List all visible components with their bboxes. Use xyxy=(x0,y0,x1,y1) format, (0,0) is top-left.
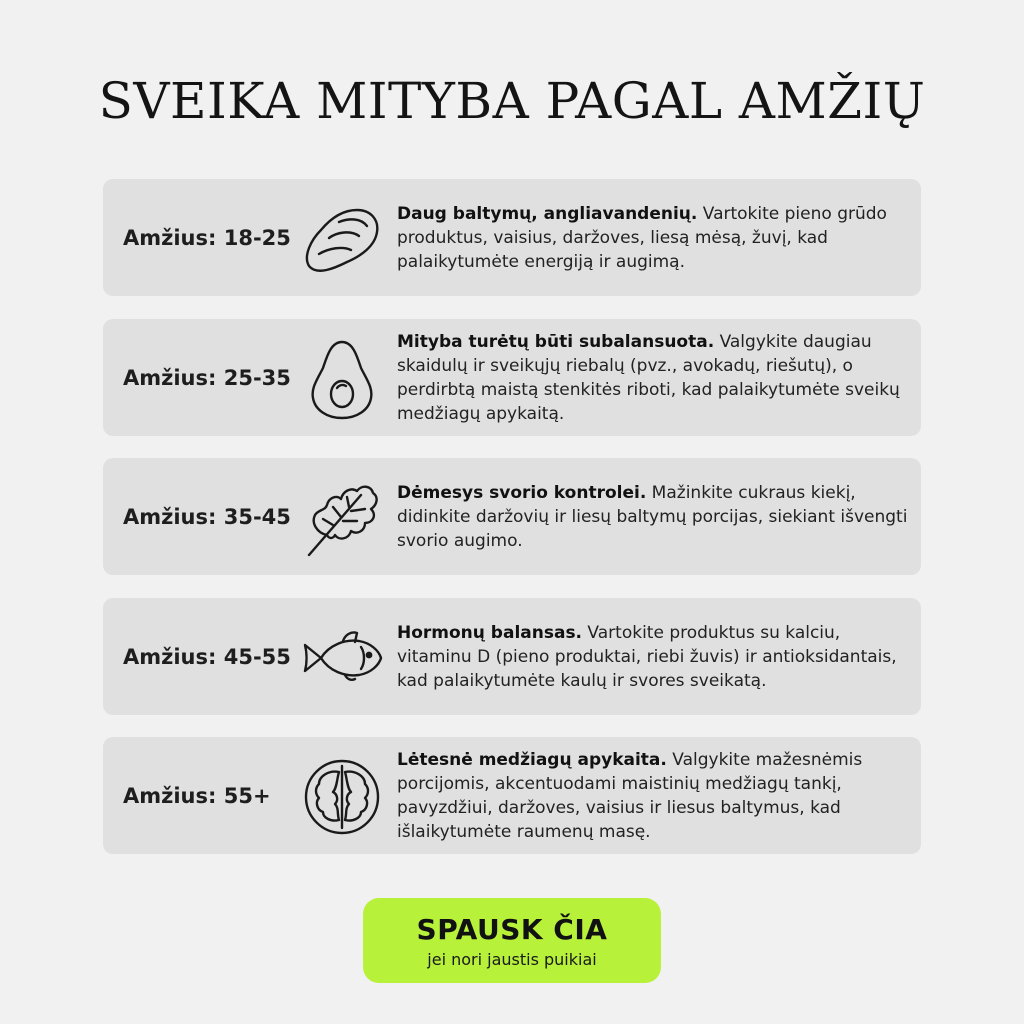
cta-main-label: SPAUSK ČIA xyxy=(416,912,608,946)
age-card-35-45 xyxy=(103,458,921,575)
age-label: Amžius: 25-35 xyxy=(123,365,291,390)
card-description xyxy=(397,598,911,715)
card-text: Valgykite mažesnėmis porcijomis, akcentuodami maistinių medžiagų tankį, pavyzdžiui, daržoves, vaisius ir liesus baltymus, kad išlaikytumėte raumenų masę. xyxy=(397,749,863,842)
card-highlight: Hormonų balansas. xyxy=(397,622,583,643)
age-card-25-35 xyxy=(103,319,921,436)
age-label: Amžius: 18-25 xyxy=(123,225,291,250)
walnut-icon xyxy=(299,754,385,840)
fish-icon xyxy=(299,615,385,701)
card-description xyxy=(397,458,911,575)
kale-leaf-icon xyxy=(299,475,385,561)
card-highlight: Lėtesnė medžiagų apykaita. xyxy=(397,749,667,770)
card-description xyxy=(397,737,911,854)
age-card-55-plus xyxy=(103,737,921,854)
card-highlight: Dėmesys svorio kontrolei. xyxy=(397,482,647,503)
card-text: Vartokite pieno grūdo produktus, vaisius, daržoves, liesą mėsą, žuvį, kad palaikytumėte energiją ir augimą. xyxy=(397,203,887,272)
card-text: Valgykite daugiau skaidulų ir sveikųjų riebalų (pvz., avokadų, riešutų), o perdirbtą maistą stenkitės riboti, kad palaikytumėte sveikų medžiagų apykaitą. xyxy=(397,331,900,424)
age-label: Amžius: 45-55 xyxy=(123,644,291,669)
age-label: Amžius: 55+ xyxy=(123,783,271,808)
chicken-breast-icon xyxy=(299,196,385,282)
card-text: Mažinkite cukraus kiekį, didinkite daržovių ir liesų baltymų porcijas, siekiant išvengti svorio augimo. xyxy=(397,482,908,551)
card-text: Vartokite produktus su kalciu, vitaminu D (pieno produktai, riebi žuvis) ir antioksidantais, kad palaikytumėte kaulų ir svores sveikatą. xyxy=(397,622,897,691)
age-label: Amžius: 35-45 xyxy=(123,504,291,529)
avocado-icon xyxy=(299,336,385,422)
cta-sub-label: jei nori jaustis puikiai xyxy=(427,949,597,969)
cta-button[interactable] xyxy=(363,898,661,983)
card-description xyxy=(397,319,911,436)
card-highlight: Daug baltymų, angliavandenių. xyxy=(397,203,698,224)
page-title: SVEIKA MITYBA PAGAL AMŽIŲ xyxy=(98,72,926,130)
card-description xyxy=(397,179,911,296)
card-highlight: Mityba turėtų būti subalansuota. xyxy=(397,331,715,352)
age-card-18-25 xyxy=(103,179,921,296)
age-card-45-55 xyxy=(103,598,921,715)
